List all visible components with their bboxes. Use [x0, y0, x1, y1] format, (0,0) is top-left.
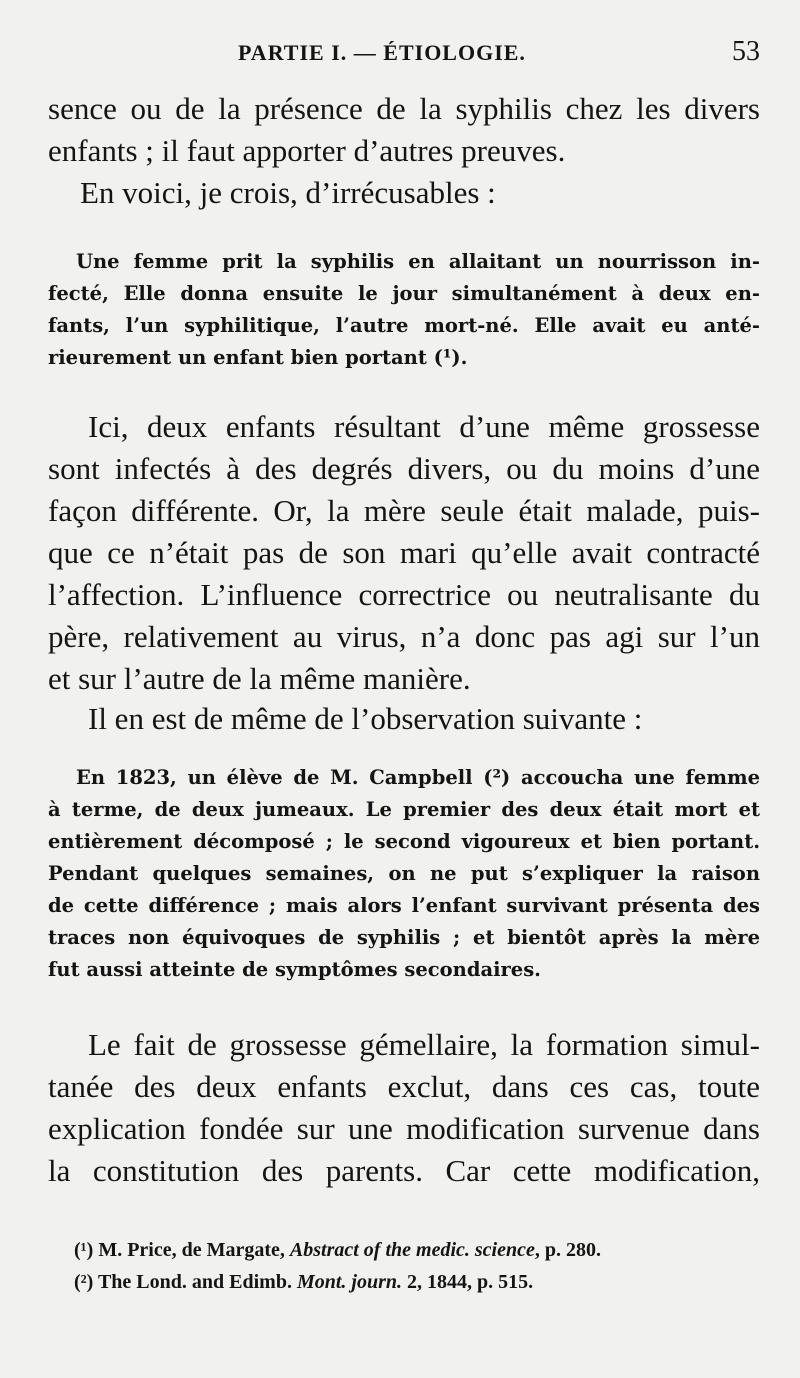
text-line: et sur l’autre de la même manière. — [48, 661, 471, 696]
text-line: de cette différence ; mais alors l’enfant survivant présenta des — [48, 894, 760, 917]
paragraph-continuation — [48, 88, 760, 172]
text-line: que ce n’était pas de son mari qu’elle avait contracté — [48, 535, 760, 570]
footnote-text: The Lond. and Edimb. — [97, 1271, 297, 1293]
footnote-text: , p. 280. — [534, 1239, 601, 1261]
footnote-mark: (¹) — [74, 1239, 94, 1261]
text-line: façon différente. Or, la mère seule était malade, puis- — [48, 493, 760, 528]
text-line: tanée des deux enfants exclut, dans ces cas, toute — [48, 1069, 760, 1104]
paragraph-intro — [48, 172, 760, 214]
paragraph-conclusion — [48, 1024, 760, 1192]
text-line: Une femme prit la syphilis en allaitant un nourrisson in- — [76, 250, 760, 273]
text-line: père, relativement au virus, n’a donc pas agi sur l’un — [48, 619, 760, 654]
text-line: Ici, deux enfants résultant d’une même grossesse — [88, 409, 760, 444]
footnote-title: Abstract of the medic. science — [289, 1239, 535, 1261]
paragraph-analysis — [48, 406, 760, 700]
text-line: En voici, je crois, d’irrécusables : — [80, 175, 496, 210]
text-line: la constitution des parents. Car cette modification, — [48, 1153, 760, 1188]
footnote-mark: (²) — [74, 1271, 94, 1293]
footnote-1 — [74, 1234, 760, 1266]
footnote-2 — [74, 1266, 760, 1298]
text-line: fants, l’un syphilitique, l’autre mort-né. Elle avait eu anté- — [48, 314, 760, 337]
running-title: PARTIE I. — ÉTIOLOGIE. — [238, 40, 526, 65]
text-line: sont infectés à des degrés divers, ou du moins d’une — [48, 451, 760, 486]
case-quote-2 — [48, 762, 760, 986]
text-line: fut aussi atteinte de symptômes secondaires. — [48, 958, 541, 981]
footnote-text: 2, 1844, p. 515. — [402, 1271, 534, 1293]
case-quote-1 — [48, 246, 760, 374]
text-line: Pendant quelques semaines, on ne put s’expliquer la raison — [48, 862, 760, 885]
footnotes — [48, 1234, 760, 1298]
running-header — [48, 36, 760, 80]
paragraph-transition — [48, 698, 760, 740]
page-number: 53 — [732, 36, 760, 67]
text-line: à terme, de deux jumeaux. Le premier des deux était mort et — [48, 798, 760, 821]
footnote-title: Mont. journ. — [296, 1271, 403, 1293]
text-line: enfants ; il faut apporter d’autres preuves. — [48, 133, 566, 168]
text-line: Il en est de même de l’observation suivante : — [88, 701, 643, 736]
text-line: explication fondée sur une modification survenue dans — [48, 1111, 760, 1146]
footnote-text: M. Price, de Margate, — [98, 1239, 290, 1261]
text-line: l’affection. L’influence correctrice ou neutralisante du — [48, 577, 760, 612]
text-line: rieurement un enfant bien portant (¹). — [48, 346, 468, 369]
text-line: fecté, Elle donna ensuite le jour simultanément à deux en- — [48, 282, 760, 305]
text-line: En 1823, un élève de M. Campbell (²) accoucha une femme — [76, 766, 760, 789]
text-line: Le fait de grossesse gémellaire, la formation simul- — [88, 1027, 760, 1062]
text-line: traces non équivoques de syphilis ; et bientôt après la mère — [48, 926, 760, 949]
text-line: sence ou de la présence de la syphilis chez les divers — [48, 91, 760, 126]
text-line: entièrement décomposé ; le second vigoureux et bien portant. — [48, 830, 760, 853]
